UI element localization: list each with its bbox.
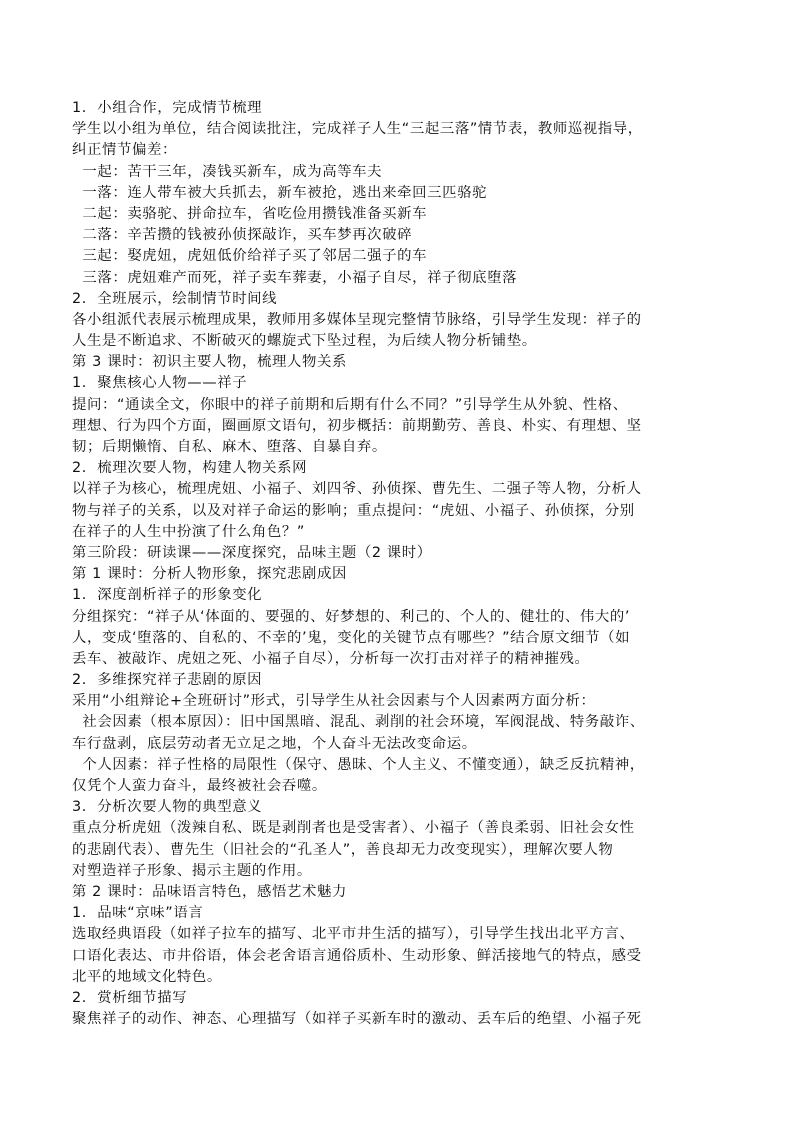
text-line: 聚焦祥子的动作、神态、心理描写（如祥子买新车时的激动、丢车后的绝望、小福子死 <box>72 1011 642 1028</box>
text-line: 一起：苦干三年，凑钱买新车，成为高等车夫 <box>72 163 383 180</box>
text-line: 社会因素（根本原因）：旧中国黑暗、混乱、剥削的社会环境，军阀混战、特务敲诈、 <box>72 714 645 731</box>
text-line: 重点分析虎妞（泼辣自私、既是剥削者也是受害者）、小福子（善良柔弱、旧社会女性 <box>72 820 635 837</box>
text-line: 1. 品味“京味”语言 <box>72 905 204 922</box>
text-line: 3. 分析次要人物的典型意义 <box>72 799 263 816</box>
text-line: 纠正情节偏差： <box>72 142 177 159</box>
document-page <box>72 98 722 1030</box>
text-line: 人生是不断追求、不断破灭的螺旋式下坠过程，为后续人物分析铺垫。 <box>72 333 537 350</box>
text-line: 分组探究：“祥子从‘体面的、要强的、好梦想的、利己的、个人的、健壮的、伟大的’ <box>72 608 631 625</box>
text-line: 以祥子为核心，梳理虎妞、小福子、刘四爷、孙侦探、曹先生、二强子等人物，分析人 <box>72 481 642 498</box>
text-line: 第 2 课时：品味语言特色，感悟艺术魅力 <box>72 883 347 900</box>
text-line: 人，变成‘堕落的、自私的、不幸的’鬼，变化的关键节点有哪些？”结合原文细节（如 <box>72 629 631 646</box>
text-line: 2. 多维探究祥子悲剧的原因 <box>72 672 263 689</box>
text-line: 二起：卖骆驼、拼命拉车，省吃俭用攒钱准备买新车 <box>72 205 428 222</box>
text-line: 一落：连人带车被大兵抓去，新车被抢，逃出来牵回三匹骆驼 <box>72 184 488 201</box>
text-line: 三落：虎妞难产而死，祥子卖车葬妻，小福子自尽，祥子彻底堕落 <box>72 269 518 286</box>
text-line: 二落：辛苦攒的钱被孙侦探敲诈，买车梦再次破碎 <box>72 227 413 244</box>
text-line: 各小组派代表展示梳理成果，教师用多媒体呈现完整情节脉络，引导学生发现：祥子的 <box>72 311 642 328</box>
text-line: 第三阶段：研读课——深度探究，品味主题（2 课时） <box>72 544 432 561</box>
text-line: 在祥子的人生中扮演了什么角色？” <box>72 523 305 540</box>
text-line: 1. 聚焦核心人物——祥子 <box>72 375 248 392</box>
text-line: 第 1 课时：分析人物形象，探究悲剧成因 <box>72 566 347 583</box>
text-line: 提问：“通读全文，你眼中的祥子前期和后期有什么不同？”引导学生从外貌、性格、 <box>72 396 628 413</box>
text-line: 2. 梳理次要人物，构建人物关系网 <box>72 460 308 477</box>
text-line: 的悲剧代表）、曹先生（旧社会的“孔圣人”，善良却无力改变现实），理解次要人物 <box>72 841 614 858</box>
text-line: 丢车、被敲诈、虎妞之死、小福子自尽），分析每一次打击对祥子的精神摧残。 <box>72 650 590 667</box>
text-line: 仅凭个人蛮力奋斗，最终被社会吞噬。 <box>72 778 327 794</box>
text-line: 学生以小组为单位，结合阅读批注，完成祥子人生“三起三落”情节表，教师巡视指导， <box>72 121 643 138</box>
text-line: 北平的地域文化特色。 <box>72 968 222 985</box>
text-line: 第 3 课时：初识主要人物，梳理人物关系 <box>72 354 347 371</box>
text-line: 采用“小组辩论+全班研讨”形式，引导学生从社会因素与个人因素两方面分析： <box>72 693 596 710</box>
text-line: 2. 赏析细节描写 <box>72 989 188 1006</box>
text-line: 2. 全班展示，绘制情节时间线 <box>72 290 278 307</box>
text-line: 车行盘剥，底层劳动者无立足之地，个人奋斗无法改变命运。 <box>72 735 477 752</box>
text-line: 理想、行为四个方面，圈画原文语句，初步概括：前期勤劳、善良、朴实、有理想、坚 <box>72 417 642 434</box>
text-line: 口语化表达、市井俗语，体会老舍语言通俗质朴、生动形象、鲜活接地气的特点，感受 <box>72 947 642 964</box>
text-line: 1. 小组合作，完成情节梳理 <box>72 100 263 116</box>
text-line: 韧；后期懒惰、自私、麻木、堕落、自暴自弃。 <box>72 439 387 455</box>
text-line: 三起：娶虎妞，虎妞低价给祥子买了邻居二强子的车 <box>72 248 428 265</box>
text-line: 1. 深度剖析祥子的形象变化 <box>72 587 263 604</box>
text-line: 物与祥子的关系，以及对祥子命运的影响；重点提问：“虎妞、小福子、孙侦探，分别 <box>72 502 635 519</box>
text-line: 对塑造祥子形象、揭示主题的作用。 <box>72 862 312 879</box>
text-line: 选取经典语段（如祥子拉车的描写、北平市井生活的描写），引导学生找出北平方言、 <box>72 926 635 943</box>
text-line: 个人因素：祥子性格的局限性（保守、愚昧、个人主义、不懂变通），缺乏反抗精神， <box>72 756 645 773</box>
